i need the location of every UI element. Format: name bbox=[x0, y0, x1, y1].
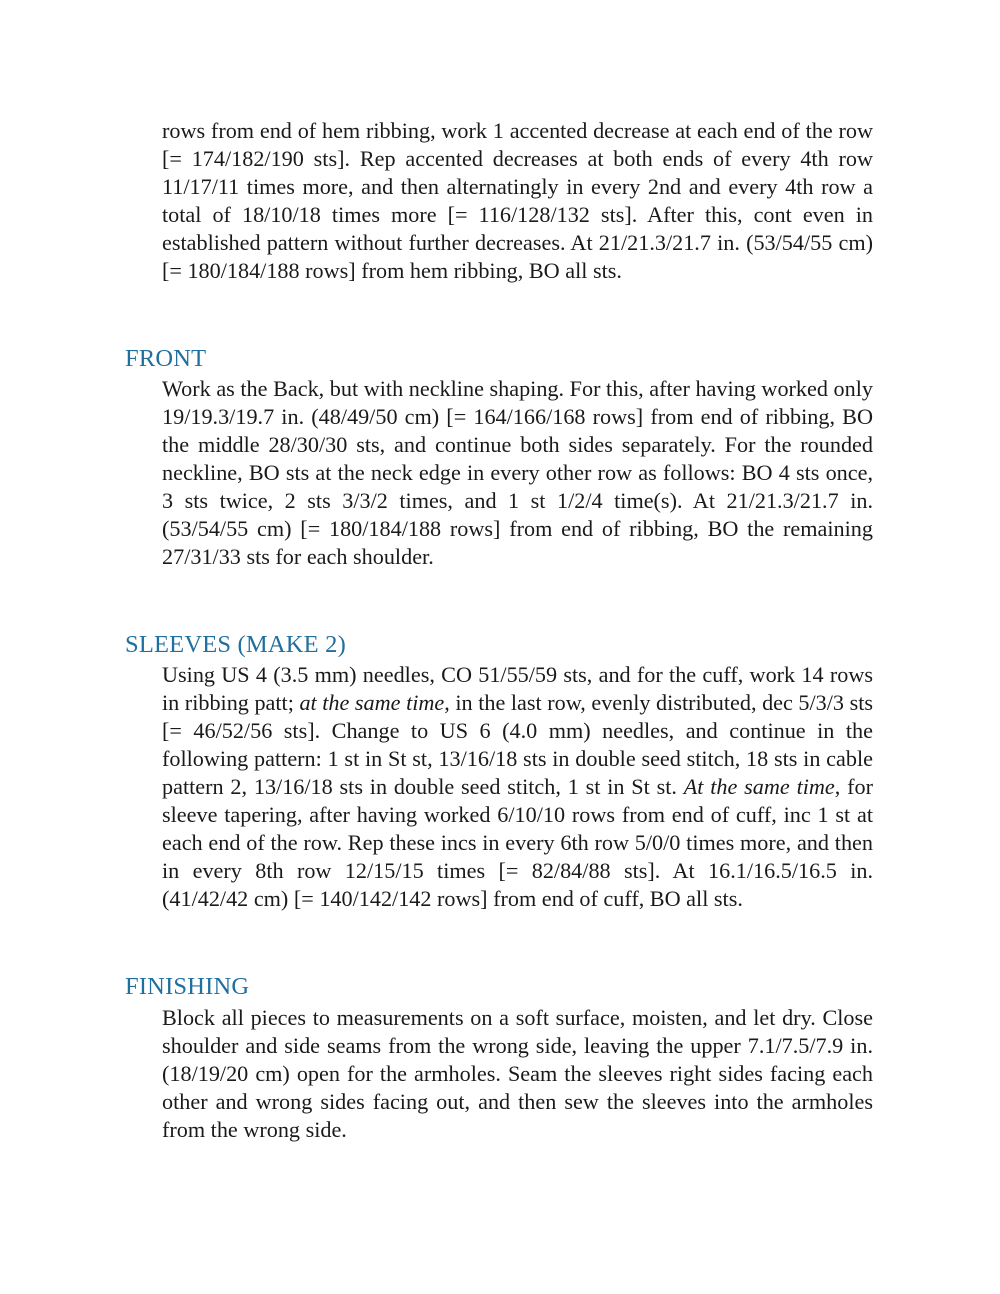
section-heading-sleeves: SLEEVES (MAKE 2) bbox=[125, 631, 346, 658]
front-instructions-paragraph: Work as the Back, but with neckline shaping. For this, after having worked only 19/19.3/19.7 in. (48/49/50 cm) [= 164/166/168 rows] from end of ribbing, BO the middle 28/30/30 sts, and continue both sides separately. For the rounded neckline, BO sts at the neck edge in every other row as follows: BO 4 sts once, 3 sts twice, 2 sts 3/3/2 times, and 1 st 1/2/4 time(s). At 21/21.3/21.7 in. (53/54/55 cm) [= 180/184/188 rows] from end of ribbing, BO the remaining 27/31/33 sts for each shoulder. bbox=[162, 376, 873, 569]
back-continuation-paragraph: rows from end of hem ribbing, work 1 accented decrease at each end of the row [= 174/182/190 sts]. Rep accented decreases at both ends of every 4th row 11/17/11 times more, and then alternatingly in every 2nd and every 4th row a total of 18/10/18 times more [= 116/128/132 sts]. After this, cont even in established pattern without further decreases. At 21/21.3/21.7 in. (53/54/55 cm) [= 180/184/188 rows] from hem ribbing, BO all sts. bbox=[162, 118, 873, 283]
sleeves-text-part: Using US 4 (3.5 mm) needles, CO 51/55/59 sts, and for the cuff, work 14 rows in ribbing patt; bbox=[162, 662, 873, 715]
finishing-instructions-paragraph: Block all pieces to measurements on a soft surface, moisten, and let dry. Close shoulder and side seams from the wrong side, leaving the upper 7.1/7.5/7.9 in. (18/19/20 cm) open for the armholes. Seam the sleeves right sides facing each other and wrong sides facing out, and then sew the sleeves into the armholes from the wrong side. bbox=[162, 1005, 873, 1142]
section-heading-finishing: FINISHING bbox=[125, 973, 250, 1000]
sleeves-instructions-paragraph bbox=[162, 661, 873, 913]
sleeves-emphasis: At the same time bbox=[683, 774, 835, 799]
section-heading-front: FRONT bbox=[125, 345, 207, 372]
sleeves-text-part: , for sleeve tapering, after having worked 6/10/10 rows from end of cuff, inc 1 st at each end of the row. Rep these incs in every 6th row 5/0/0 times more, and then in every 8th row 12/15/15 times [= 82/84/88 sts]. At 16.1/16.5/16.5 in. (41/42/42 cm) [= 140/142/142 rows] from end of cuff, BO all sts. bbox=[162, 774, 874, 911]
sleeves-text-part: , in the last row, evenly distributed, dec 5/3/3 sts [= 46/52/56 sts]. Change to US 6 (4.0 mm) needles, and continue in the following pattern: 1 st in St st, 13/16/18 sts in double seed stitch, 18 sts in cable pattern 2, 13/16/18 sts in double seed stitch, 1 st in St st. bbox=[162, 690, 873, 799]
sleeves-emphasis: at the same time bbox=[299, 690, 445, 715]
